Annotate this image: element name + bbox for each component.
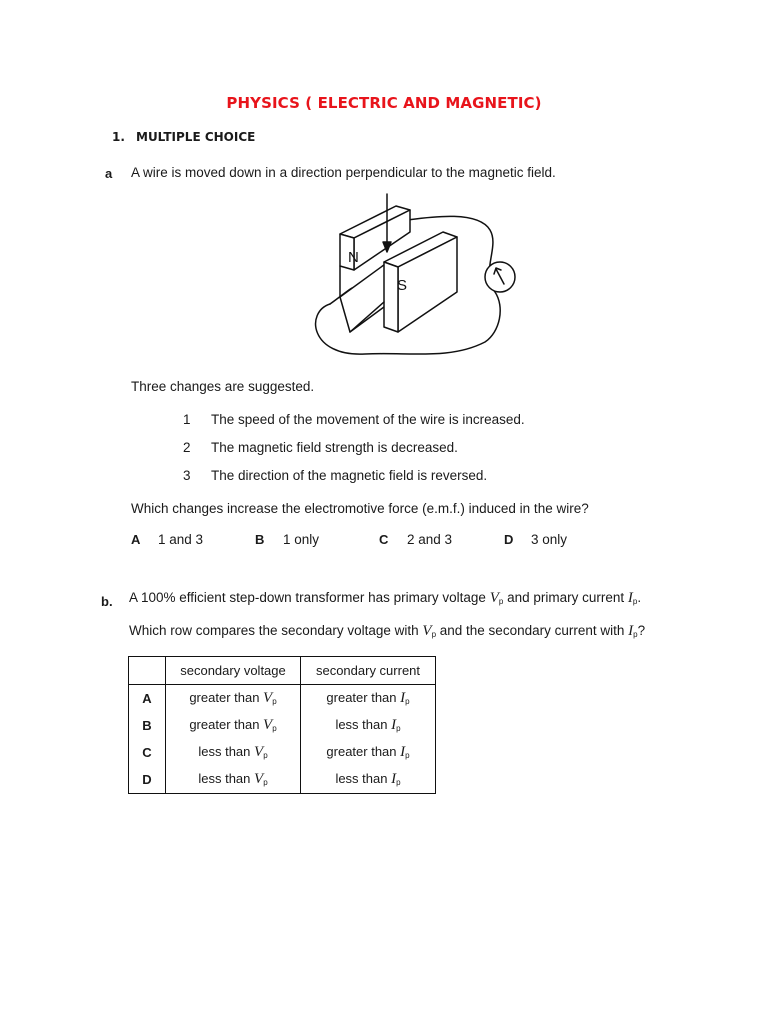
table-row — [129, 766, 436, 794]
voltage-cell: greater than $V_p$ — [166, 685, 301, 713]
table-row — [129, 712, 436, 739]
change-number: 1 — [183, 412, 191, 427]
option-text: 1 only — [283, 532, 320, 547]
voltage-cell: greater than $V_p$ — [166, 712, 301, 739]
changes-intro: Three changes are suggested. — [131, 379, 315, 394]
wire-sheet — [340, 262, 388, 332]
current-cell: less than $I_p$ — [301, 766, 436, 794]
table-row — [129, 685, 436, 713]
option-text: 1 and 3 — [158, 532, 204, 547]
question-b-prompt: Which row compares the secondary voltage with $V_p$ and the secondary current with $I_p$? — [129, 623, 646, 639]
change-number: 3 — [183, 468, 191, 483]
option-letter: C — [379, 532, 389, 547]
page-title: PHYSICS ( ELECTRIC AND MAGNETIC) — [226, 94, 542, 112]
question-b-text: A 100% efficient step-down transformer has primary voltage $V_p$ and primary current $I_p$. — [129, 590, 642, 606]
south-label: S — [397, 277, 408, 294]
change-number: 2 — [183, 440, 191, 455]
row-label: A — [129, 685, 166, 713]
current-cell: greater than $I_p$ — [301, 685, 436, 713]
option-letter: A — [131, 532, 141, 547]
row-label: C — [129, 739, 166, 766]
question-b-letter: b. — [101, 594, 113, 609]
table-header-row — [129, 657, 436, 685]
row-label: D — [129, 766, 166, 794]
table-header-cell: secondary current — [301, 657, 436, 685]
question-a-prompt: Which changes increase the electromotive force (e.m.f.) induced in the wire? — [131, 501, 589, 516]
change-text: The magnetic field strength is decreased. — [211, 440, 458, 455]
option-letter: D — [504, 532, 514, 547]
option-text: 2 and 3 — [407, 532, 453, 547]
section-number: 1. — [112, 130, 125, 144]
current-cell: greater than $I_p$ — [301, 739, 436, 766]
question-a-letter: a — [105, 166, 113, 181]
section-heading — [112, 130, 255, 144]
answer-table — [128, 656, 436, 794]
voltage-cell: less than $V_p$ — [166, 739, 301, 766]
north-label: N — [348, 249, 359, 266]
table-row — [129, 739, 436, 766]
table-header-cell — [129, 657, 166, 685]
current-cell: less than $I_p$ — [301, 712, 436, 739]
table-header-cell: secondary voltage — [166, 657, 301, 685]
voltage-cell: less than $V_p$ — [166, 766, 301, 794]
magnet-wire-diagram — [300, 192, 525, 367]
change-text: The speed of the movement of the wire is increased. — [211, 412, 525, 427]
change-text: The direction of the magnetic field is reversed. — [211, 468, 488, 483]
section-label: MULTIPLE CHOICE — [136, 130, 256, 144]
question-a-text: A wire is moved down in a direction perpendicular to the magnetic field. — [131, 165, 556, 180]
row-label: B — [129, 712, 166, 739]
option-text: 3 only — [531, 532, 568, 547]
option-letter: B — [255, 532, 265, 547]
